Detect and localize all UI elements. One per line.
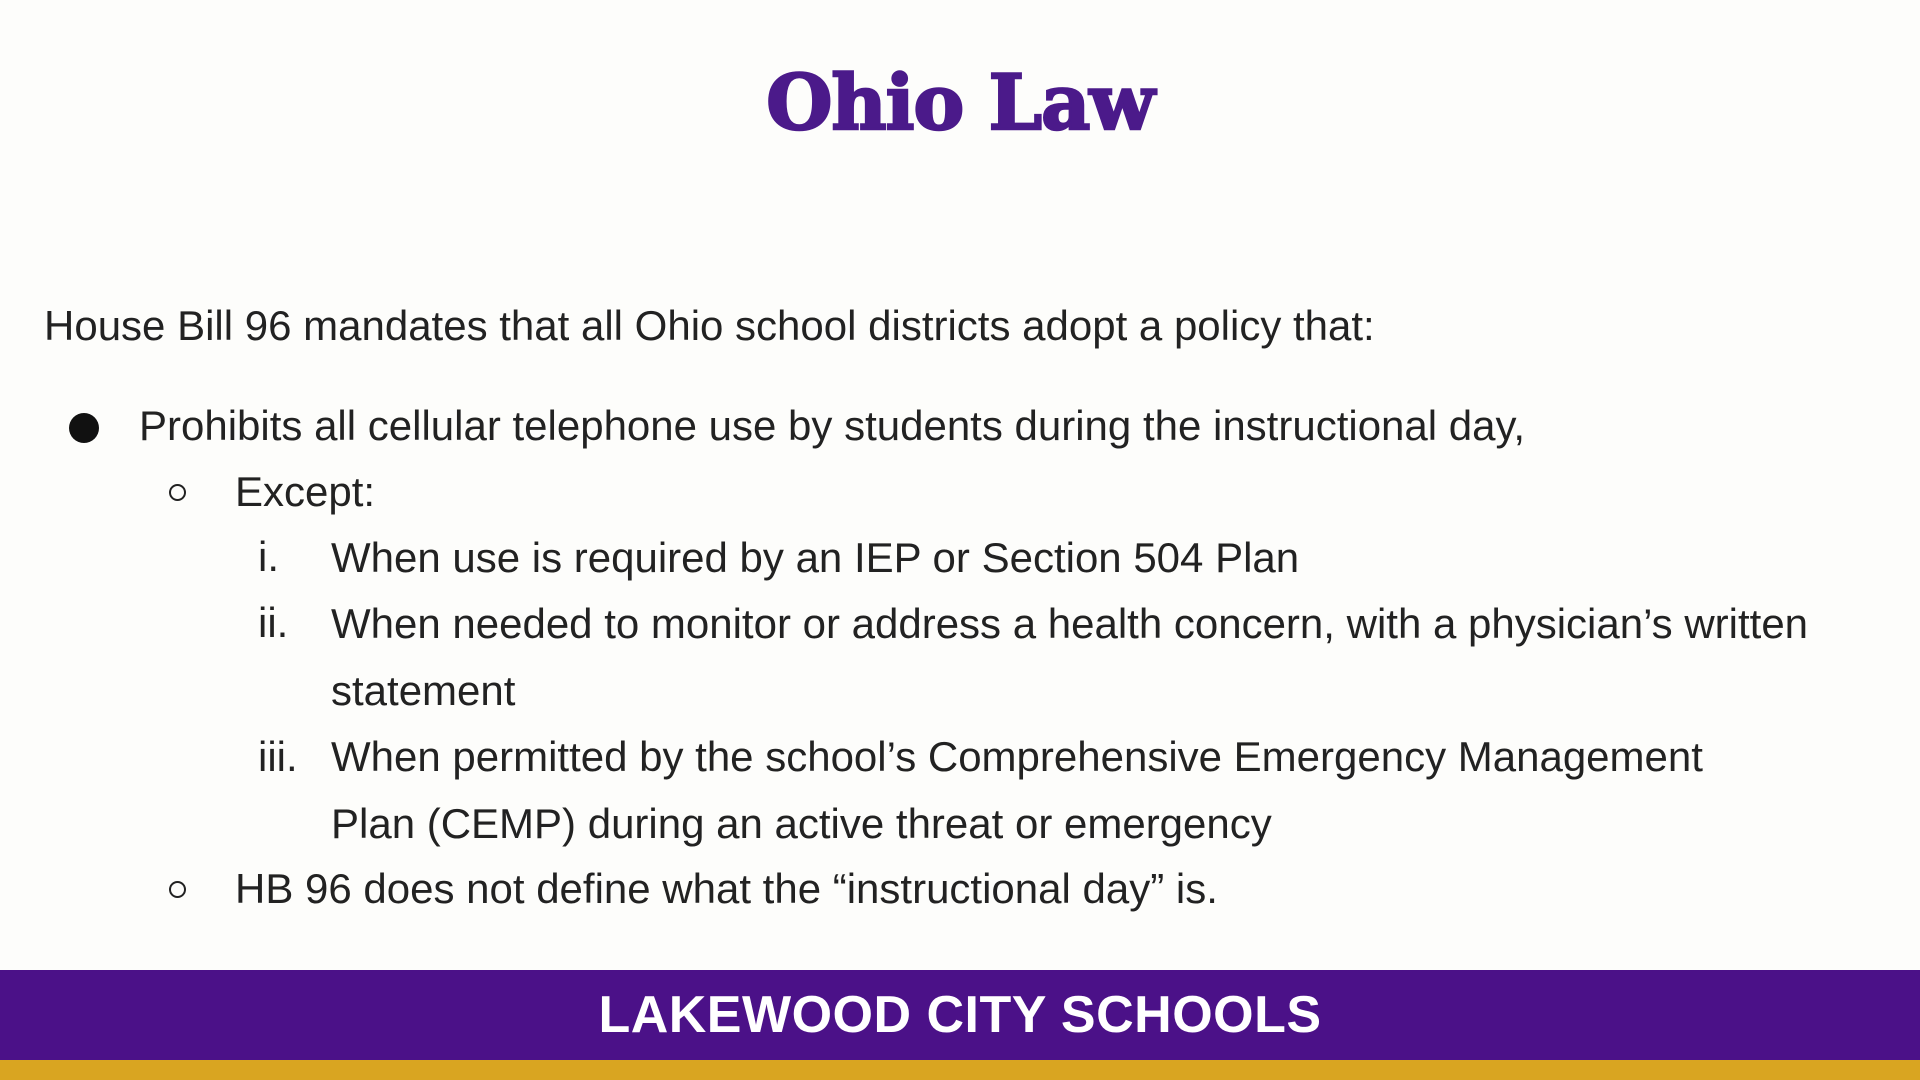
bullet-dot-icon — [69, 413, 99, 443]
sub-bullet-except: Except: — [235, 468, 376, 515]
sub-bullet-definition: HB 96 does not define what the “instructional day” is. — [235, 865, 1218, 912]
exception-text: When use is required by an IEP or Section 504 Plan — [331, 534, 1300, 581]
footer-accent-stripe — [0, 1060, 1920, 1080]
bullet-circle-icon — [169, 881, 186, 898]
footer-banner — [0, 970, 1920, 1060]
exception-text: When needed to monitor or address a health concern, with a physician’s written statement — [331, 600, 1809, 714]
footer-label: LAKEWOOD CITY SCHOOLS — [598, 986, 1322, 1044]
exception-numeral: i. — [258, 533, 279, 580]
exception-text: When permitted by the school’s Comprehensive Emergency Management Plan (CEMP) during an active threat or emergency — [331, 733, 1703, 847]
main-bullet-text: Prohibits all cellular telephone use by students during the instructional day, — [139, 402, 1526, 449]
intro-text: House Bill 96 mandates that all Ohio school districts adopt a policy that: — [44, 302, 1375, 349]
bullet-circle-icon — [169, 484, 186, 501]
slide-title: Ohio Law — [766, 58, 1154, 147]
exception-numeral: iii. — [258, 733, 298, 780]
exception-numeral: ii. — [258, 599, 289, 646]
